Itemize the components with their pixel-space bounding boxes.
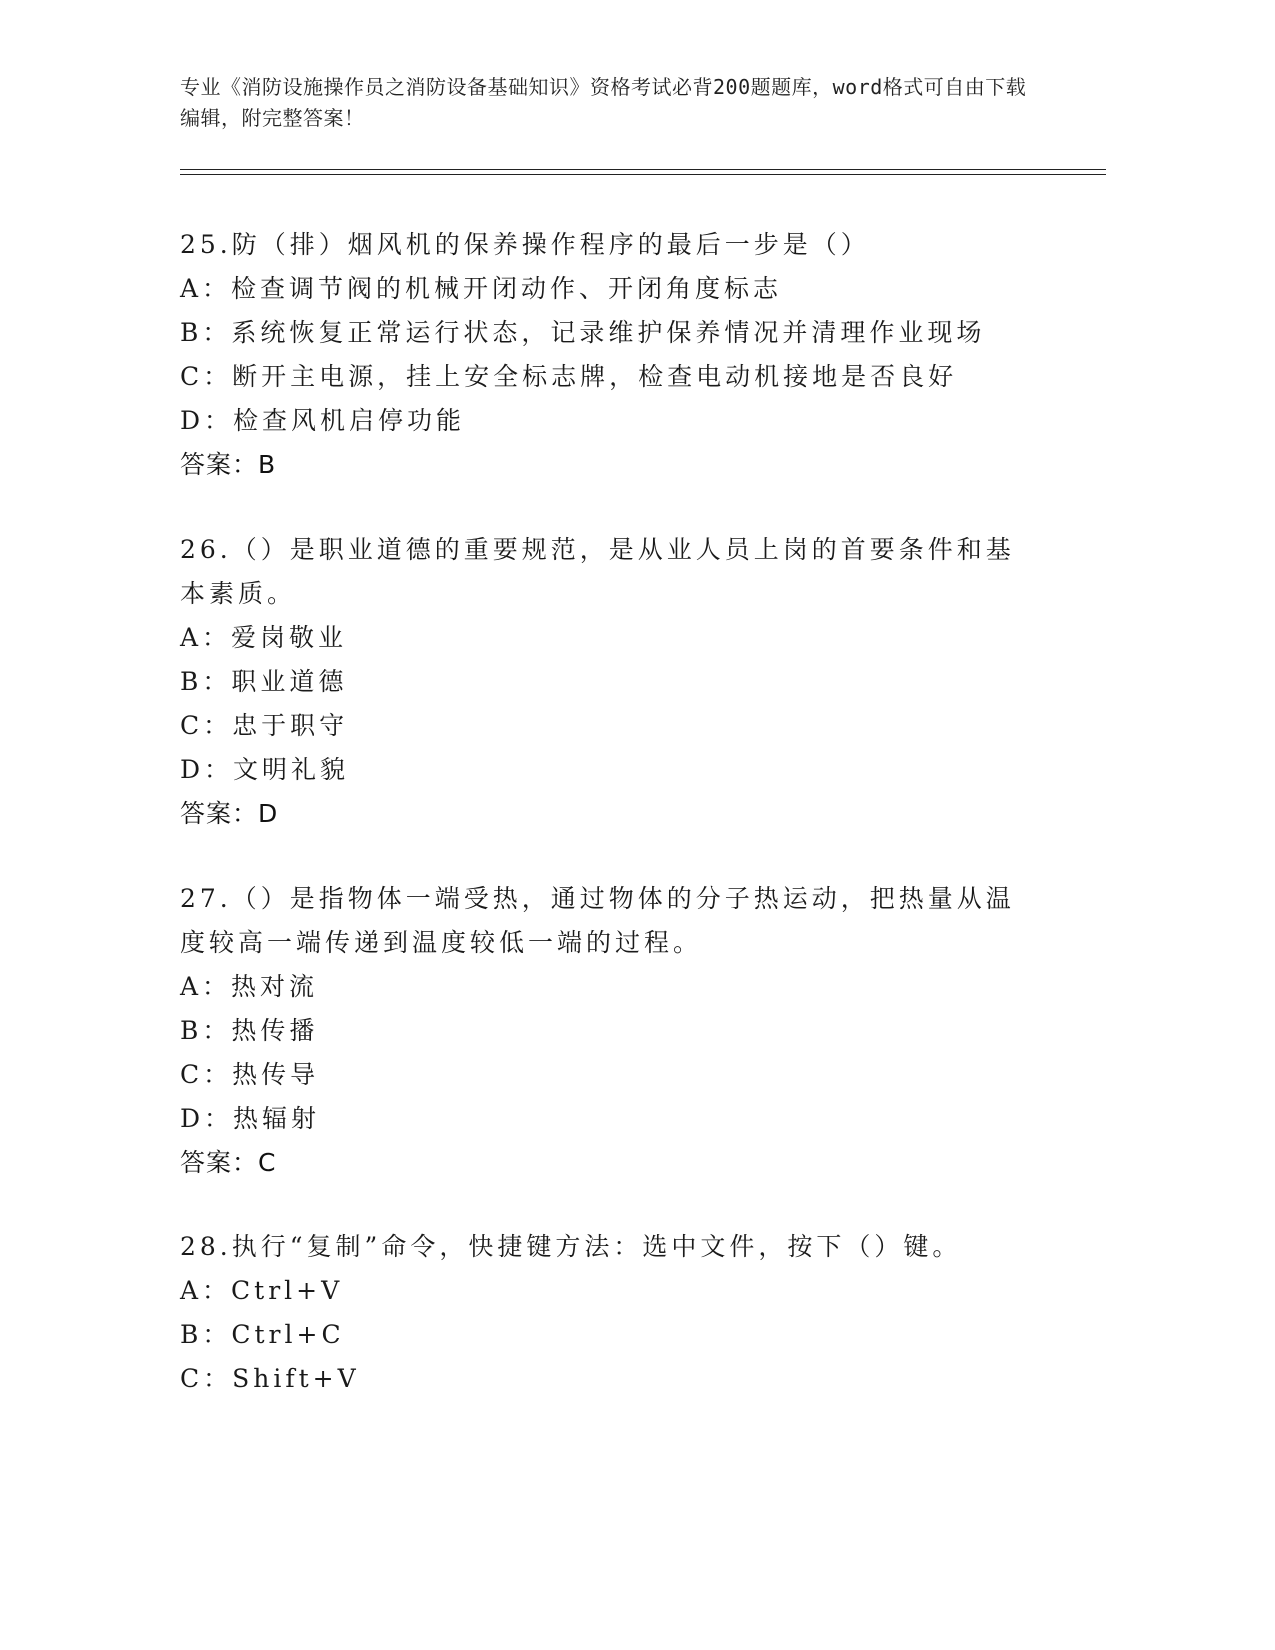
question-stem: 28.执行“复制”命令，快捷键方法：选中文件，按下（）键。 (180, 1232, 962, 1261)
option-a: A：爱岗敬业 (180, 623, 348, 652)
question-26 (180, 528, 1030, 836)
answer-label: 答案：B (180, 450, 277, 479)
option-c: C：忠于职守 (180, 711, 349, 740)
option-c: C：热传导 (180, 1060, 320, 1089)
question-stem: 27.（）是指物体一端受热，通过物体的分子热运动，把热量从温度较高一端传递到温度较低一端的过程。 (180, 884, 1015, 957)
option-d: D：文明礼貌 (180, 755, 350, 784)
answer-label: 答案：C (180, 1148, 277, 1177)
option-d: D：热辐射 (180, 1104, 321, 1133)
option-b: B：Ctrl+C (180, 1320, 345, 1349)
answer-label: 答案：D (180, 799, 279, 828)
option-c: C：Shift+V (180, 1364, 360, 1393)
option-a: A：热对流 (180, 972, 319, 1001)
header-divider-bottom (180, 174, 1106, 175)
question-25 (180, 223, 1030, 487)
option-b: B：系统恢复正常运行状态，记录维护保养情况并清理作业现场 (180, 318, 986, 347)
document-header: 专业《消防设施操作员之消防设备基础知识》资格考试必背200题题库，word格式可自由下载编辑，附完整答案！ (180, 75, 1027, 130)
question-27 (180, 877, 1030, 1185)
question-28 (180, 1225, 1030, 1401)
option-b: B：热传播 (180, 1016, 319, 1045)
option-d: D：检查风机启停功能 (180, 406, 466, 435)
option-a: A：检查调节阀的机械开闭动作、开闭角度标志 (180, 274, 783, 303)
question-stem: 25.防（排）烟风机的保养操作程序的最后一步是（） (180, 230, 870, 259)
question-stem: 26.（）是职业道德的重要规范，是从业人员上岗的首要条件和基本素质。 (180, 535, 1015, 608)
option-b: B：职业道德 (180, 667, 348, 696)
option-a: A：Ctrl+V (180, 1276, 344, 1305)
header-divider-top (180, 169, 1106, 170)
option-c: C：断开主电源，挂上安全标志牌，检查电动机接地是否良好 (180, 362, 958, 391)
